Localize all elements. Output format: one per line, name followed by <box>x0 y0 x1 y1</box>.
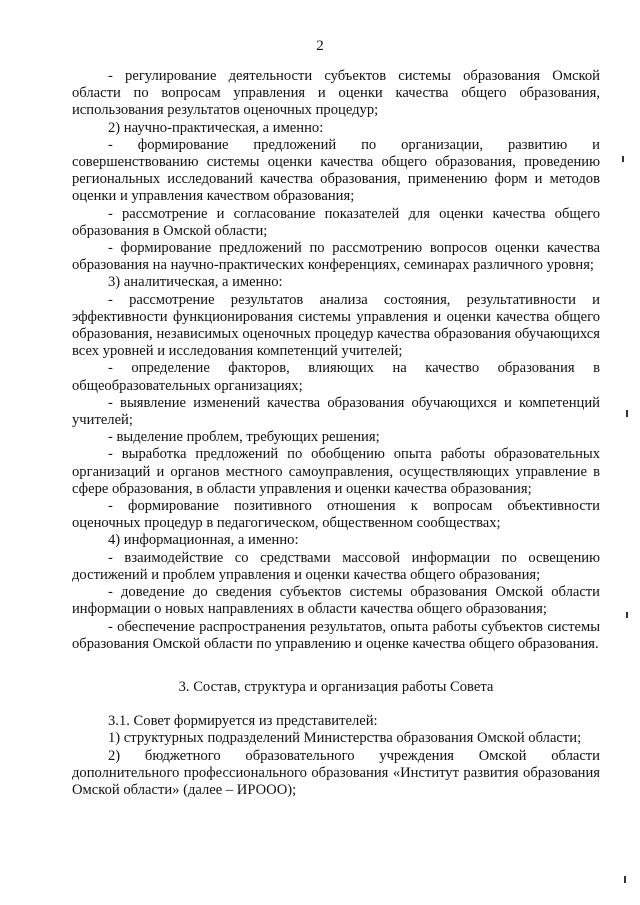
paragraph: - выявление изменений качества образования обучающихся и компетенций учителей; <box>72 394 600 429</box>
section-paragraph: 2) бюджетного образовательного учреждения Омской области дополнительного профессионального образования «Институт развития образования Омской области» (далее – ИРООО); <box>72 747 600 798</box>
paragraph: - выработка предложений по обобщению опыта работы образовательных организаций и органов местного самоуправления, осуществляющих управление в сфере образования, в области управления и оценки качества образования; <box>72 446 600 497</box>
paragraph: - регулирование деятельности субъектов системы образования Омской области по вопросам управления и оценки качества общего образования, использования результатов оценочных процедур; <box>72 68 600 119</box>
paragraph: - определение факторов, влияющих на качество образования в общеобразовательных организациях; <box>72 360 600 394</box>
paragraph: - формирование позитивного отношения к вопросам объективности оценочных процедур в педагогическом, общественном сообществах; <box>72 498 600 532</box>
document-body <box>72 68 600 799</box>
scan-mark <box>626 410 628 417</box>
paragraph: 3) аналитическая, а именно: <box>108 274 283 291</box>
paragraph: - формирование предложений по рассмотрению вопросов оценки качества образования на научно-практических конференциях, семинарах различного уровня; <box>72 240 600 274</box>
paragraph: - доведение до сведения субъектов системы образования Омской области информации о новых направлениях в области качества общего образования; <box>72 584 600 618</box>
paragraph: - рассмотрение и согласование показателей для оценки качества общего образования в Омской области; <box>72 205 600 239</box>
section-heading: 3. Состав, структура и организация работы Совета <box>178 678 494 695</box>
scan-mark <box>622 156 624 162</box>
scan-mark <box>624 876 626 883</box>
section-paragraph: 3.1. Совет формируется из представителей: <box>108 713 378 730</box>
page-number: 2 <box>316 38 324 54</box>
paragraph: - формирование предложений по организации, развитию и совершенствованию системы оценки качества общего образования, проведению региональных исследований качества образования, применению форм и методов оценки и управления качеством образования; <box>72 136 600 205</box>
paragraph: 2) научно-практическая, а именно: <box>108 119 324 136</box>
paragraph: - обеспечение распространения результатов, опыта работы субъектов системы образования Омской области по управлению и оценке качества общего образования. <box>72 618 600 652</box>
paragraph: - выделение проблем, требующих решения; <box>108 429 380 446</box>
paragraph: - взаимодействие со средствами массовой информации по освещению достижений и проблем управления и оценки качества общего образования; <box>72 549 600 583</box>
scan-mark <box>626 612 628 618</box>
paragraph: - рассмотрение результатов анализа состояния, результативности и эффективности функционирования системы управления и оценки качества общего образования, независимых оценочных процедур качества образования обучающихся всех уровней и исследования компетенций учителей; <box>72 291 600 360</box>
section-paragraph: 1) структурных подразделений Министерства образования Омской области; <box>108 730 582 747</box>
paragraph: 4) информационная, а именно: <box>108 532 299 549</box>
